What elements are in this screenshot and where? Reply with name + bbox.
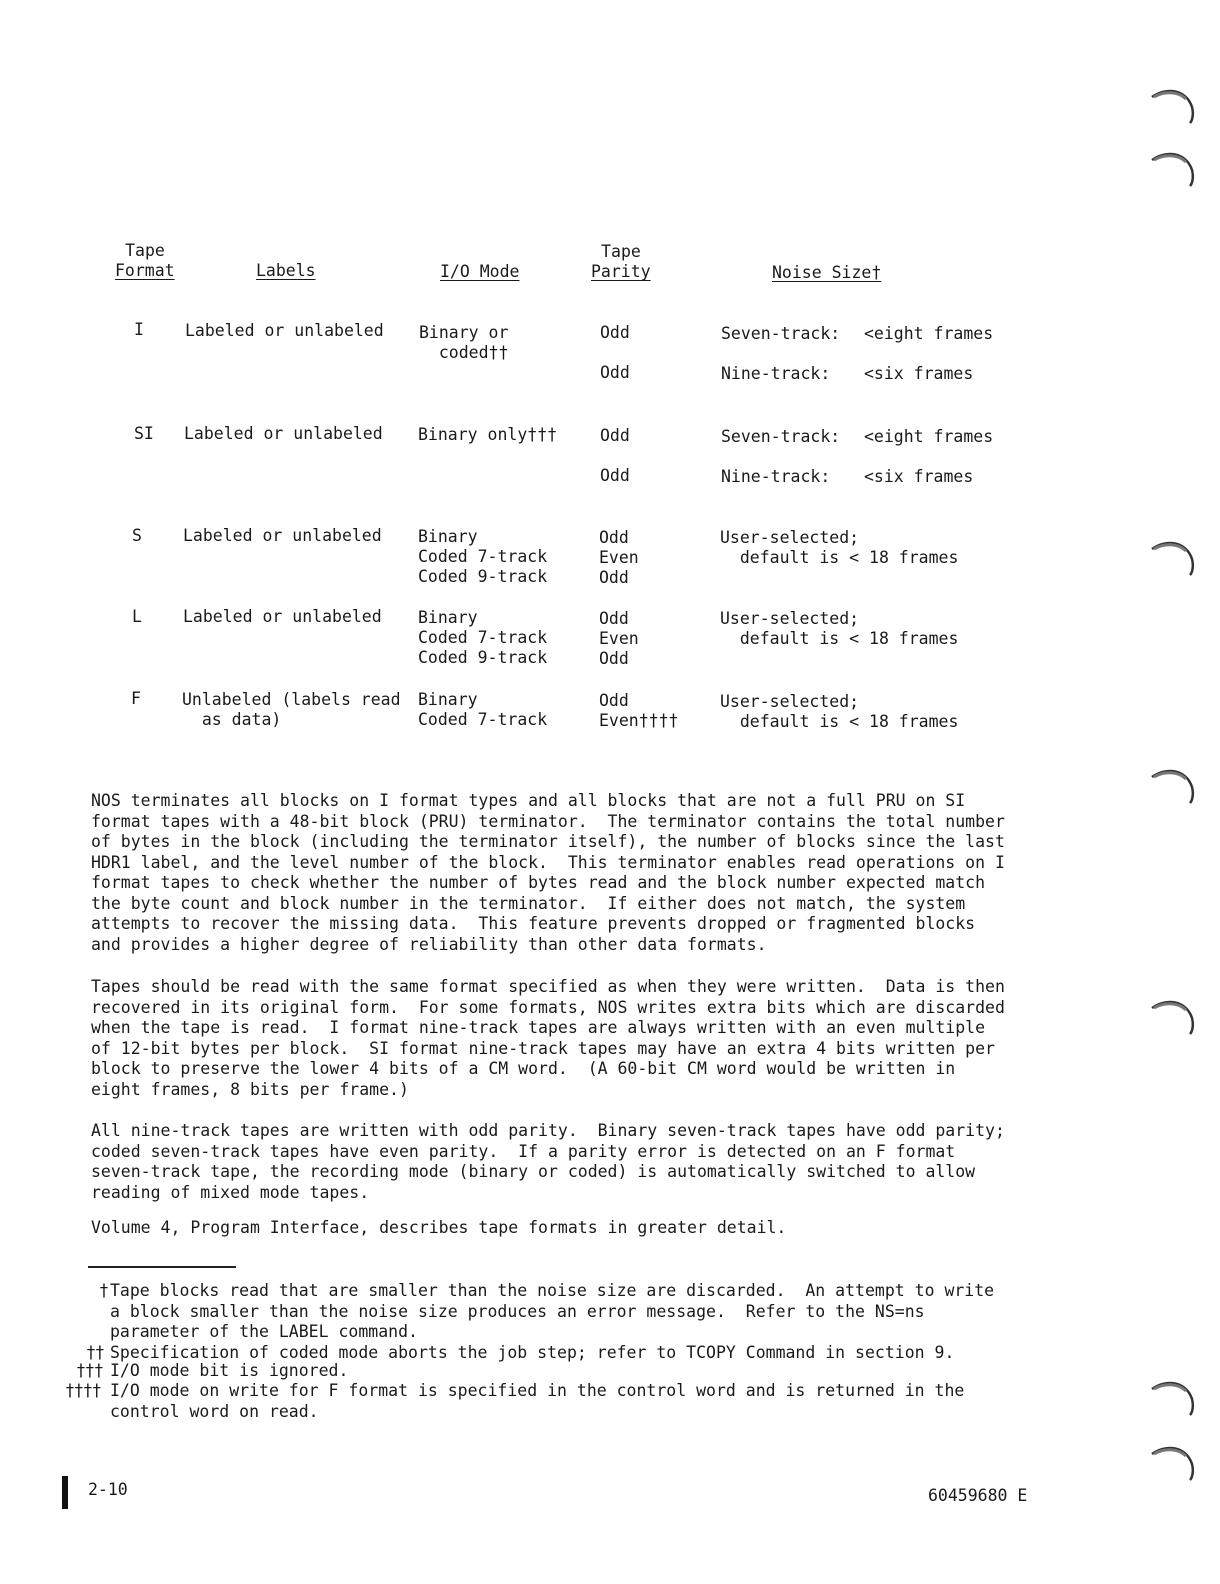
footnote-4-mark: ††††	[65, 1381, 101, 1400]
binder-hole-icon	[1148, 85, 1198, 125]
header-noise-size: Noise Size†	[772, 263, 882, 282]
row-si-parity: Odd Odd	[600, 426, 630, 485]
binder-hole-icon	[1148, 1442, 1198, 1482]
header-io-mode: I/O Mode	[440, 262, 520, 281]
binder-hole-icon	[1148, 537, 1198, 577]
footnote-1-mark: †	[99, 1281, 108, 1300]
row-l-parity: Odd Even Odd	[599, 609, 639, 668]
row-si-labels: Labeled or unlabeled	[184, 424, 383, 443]
footnote-divider	[88, 1266, 236, 1268]
binder-hole-icon	[1148, 1377, 1198, 1417]
row-s-format: S	[132, 526, 142, 545]
row-l-io: Binary Coded 7-track Coded 9-track	[418, 608, 548, 667]
row-f-format: F	[131, 689, 141, 708]
row-s-parity: Odd Even Odd	[599, 528, 639, 587]
row-i-io: Binary or coded††	[419, 323, 509, 362]
header-parity-top: Tape	[601, 242, 641, 261]
row-f-parity: Odd Even††††	[599, 691, 679, 730]
header-labels: Labels	[256, 261, 316, 280]
row-s-noise: User-selected; default is < 18 frames	[720, 528, 959, 567]
binder-hole-icon	[1148, 148, 1198, 188]
footnote-2-mark: ††	[86, 1343, 104, 1362]
document-number: 60459680 E	[928, 1486, 1028, 1505]
binder-hole-icon	[1148, 996, 1198, 1036]
row-i-noise-size: <eight frames <six frames	[864, 324, 994, 383]
binder-hole-icon	[1148, 765, 1198, 805]
footnote-3-text: I/O mode bit is ignored.	[110, 1361, 349, 1380]
row-si-io: Binary only†††	[418, 425, 558, 444]
row-i-parity: Odd Odd	[600, 323, 630, 382]
page-number: 2-10	[88, 1480, 128, 1499]
paragraph-volume-reference: Volume 4, Program Interface, describes tape formats in greater detail.	[91, 1218, 787, 1237]
row-f-io: Binary Coded 7-track	[418, 690, 548, 729]
row-si-format: SI	[134, 424, 154, 443]
paragraph-read-format: Tapes should be read with the same format specified as when they were written. Data is then recovered in its original form. For some formats, NOS writes extra bits which are discarded when the tape is read. I format nine-track tapes are always written with an even multiple of 12-bit bytes per block. SI format nine-track tapes may have an extra 4 bits written per block to preserve the lower 4 bits of a CM word. (A 60-bit CM word would be written in eight frames, 8 bits per frame.)	[91, 977, 1005, 1099]
footnote-1-text: Tape blocks read that are smaller than the noise size are discarded. An attempt to write a block smaller than the noise size produces an error message. Refer to the NS=ns parameter of the LABEL command.	[110, 1281, 995, 1341]
row-s-labels: Labeled or unlabeled	[183, 526, 382, 545]
row-l-noise: User-selected; default is < 18 frames	[720, 609, 959, 648]
row-f-labels: Unlabeled (labels read as data)	[182, 690, 401, 729]
row-s-io: Binary Coded 7-track Coded 9-track	[418, 527, 548, 586]
row-l-format: L	[132, 607, 142, 626]
footnote-2-text: Specification of coded mode aborts the job step; refer to TCOPY Command in section 9.	[110, 1343, 955, 1362]
paragraph-terminator: NOS terminates all blocks on I format types and all blocks that are not a full PRU on SI format tapes with a 48-bit block (PRU) terminator. The terminator contains the total number of bytes in the block (including the terminator itself), the number of blocks since the last HDR1 label, and the level number of the block. This terminator enables read operations on I format tapes to check whether the number of bytes read and the block number expected match the byte count and block number in the terminator. If either does not match, the system attempts to recover the missing data. This feature prevents dropped or fragmented blocks and provides a higher degree of reliability than other data formats.	[91, 791, 1005, 954]
row-i-labels: Labeled or unlabeled	[185, 321, 384, 340]
footnote-3-mark: †††	[76, 1361, 103, 1380]
header-format-top: Tape	[125, 241, 165, 260]
header-parity: Parity	[591, 262, 651, 281]
row-si-noise-track: Seven-track: Nine-track:	[721, 427, 841, 486]
change-bar	[62, 1476, 68, 1509]
header-format: Format	[115, 261, 175, 280]
paragraph-parity: All nine-track tapes are written with odd parity. Binary seven-track tapes have odd parity; coded seven-track tapes have even parity. If a parity error is detected on an F format seven-track tape, the recording mode (binary or coded) is automatically switched to allow reading of mixed mode tapes.	[91, 1121, 1005, 1202]
footnote-4-text: I/O mode on write for F format is specified in the control word and is returned in the control word on read.	[110, 1381, 965, 1421]
row-i-noise-track: Seven-track: Nine-track:	[721, 324, 841, 383]
row-si-noise-size: <eight frames <six frames	[864, 427, 994, 486]
row-i-format: I	[134, 320, 144, 339]
row-l-labels: Labeled or unlabeled	[183, 607, 382, 626]
row-f-noise: User-selected; default is < 18 frames	[720, 692, 959, 731]
